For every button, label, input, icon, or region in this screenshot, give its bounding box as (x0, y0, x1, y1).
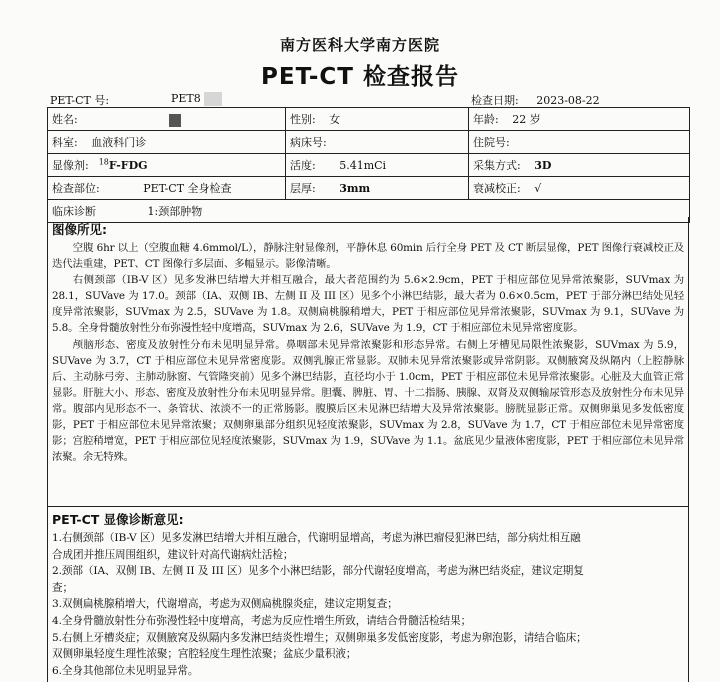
findings-paragraph: 颅脑形态、密度及放射性分布未见明显异常。鼻咽部未见异常浓聚影和形态异常。右侧上牙槽见局限性浓聚影，SUVmax 为 5.9，SUVave 为 3.7，CT 于相应部位未见异常密度影。双侧乳腺正常显影。双肺未见异常浓聚影或异常阴影。双侧腋窝及纵隔内（上腔静脉后、主动脉弓旁、主肺动脉窗、气管隆突前）见多个淋巴结影，直径均小于 1.0cm，PET 于相应部位未见异常浓聚影。心脏及大血管正常显影。肝脏大小、形态、密度及放射性分布未见明显异常。胆囊、脾脏、胃、十二指肠、胰腺、双肾及双侧输尿管形态及放射性分布未见异常。腹部内见形态不一、条管状、浓淡不一的正常肠影。腹膜后区未见淋巴结增大及异常浓聚影。膀胱显影正常。双侧卵巢见多发低密度影，PET 于相应部位未见异常浓聚；双侧卵巢部分组织见轻度浓聚影，SUVmax 为 2.8，SUVave 为 1.7，CT 于相应部位未见异常密度影；宫腔稍增宽，PET 于相应部位见轻度浓聚影，SUVmax 为 1.9，SUVave 为 1.1。盆底见少量液体密度影，PET 于相应部位未见异常浓聚。余无特殊。 (52, 338, 684, 464)
exam-date-value: 2023-08-22 (536, 94, 600, 107)
sex-label: 性别: (290, 113, 316, 126)
diagnosis-section (47, 507, 689, 682)
sex-value: 女 (329, 113, 341, 126)
ward-label: 病床号: (290, 136, 327, 149)
diagnosis-line: 2.颈部（IA、双侧 IB、左侧 II 及 III 区）见多个小淋巴结影，部分代谢轻度增高，考虑为淋巴结炎症，建议定期复 (52, 565, 584, 578)
diagnosis-title: PET-CT 显像诊断意见: (52, 512, 184, 527)
age-label: 年龄: (473, 113, 499, 126)
redaction-mask (169, 114, 181, 127)
site-label: 检查部位: (52, 182, 100, 195)
dept-label: 科室: (52, 136, 78, 149)
site-cell (48, 177, 286, 200)
slice-label: 层厚: (290, 182, 316, 195)
petct-number-value (171, 92, 222, 106)
findings-paragraph: 空腹 6hr 以上（空腹血糖 4.6mmol/L），静脉注射显像剂，平静休息 60min 后行全身 PET 及 CT 断层显像，PET 图像行衰减校正及迭代法重建，PET、CT 图像行多层面、多幅显示。影像清晰。 (52, 242, 684, 271)
exam-date-label: 检查日期: (471, 94, 519, 107)
attenuation-cell (469, 177, 690, 200)
acquisition-value: 3D (534, 159, 552, 172)
ward-cell (286, 131, 469, 154)
diagnosis-line: 6.全身其他部位未见明显异常。 (52, 664, 199, 677)
redaction-mask (204, 92, 222, 106)
diagnosis-line: 3.双侧扁桃腺稍增大，代谢增高，考虑为双侧扁桃腺炎症，建议定期复查； (52, 598, 398, 611)
tracer-label: 显像剂: (52, 159, 89, 172)
info-row (48, 131, 690, 154)
petct-number-text: PET8 (171, 92, 201, 105)
activity-value: 5.41mCi (339, 159, 387, 172)
slice-cell (286, 177, 469, 200)
attenuation-label: 衰减校正: (473, 182, 521, 195)
petct-number-label: PET-CT 号: (50, 94, 110, 107)
activity-cell (286, 154, 469, 177)
info-row (48, 108, 690, 131)
petct-number (50, 92, 109, 108)
name-label: 姓名: (52, 113, 78, 126)
acquisition-label: 采集方式: (473, 159, 521, 172)
admission-cell (469, 131, 690, 154)
site-value: PET-CT 全身检查 (143, 182, 232, 195)
tracer-isotope: 18 (98, 157, 109, 167)
activity-label: 活度: (290, 159, 316, 172)
sex-cell (286, 108, 469, 131)
diagnosis-line: 查； (52, 581, 73, 594)
acquisition-cell (469, 154, 690, 177)
findings-paragraph: 右侧颈部（IB-V 区）见多发淋巴结增大并相互融合，最大者范围约为 5.6×2.9cm，PET 于相应部位见异常浓聚影，SUVmax 为 28.1，SUVave 为 17.0。颈部（IA、双侧 IB、左侧 II 及 III 区）见多个小淋巴结影，最大者为 0.6×0.5cm，PET 于部分淋巴结处见轻度异常浓聚影，SUVmax 为 2.5，SUVave 为 1.8。双侧扁桃腺稍增大，PET 于相应部位见异常浓聚影，SUVmax 为 9.1，SUVave 为 5.8。全身骨髓放射性分布弥漫性轻中度增高，SUVmax 为 2.6，SUVave 为 1.9，CT 于相应部位未见异常密度影。 (52, 274, 684, 335)
findings-section (47, 217, 689, 507)
diagnosis-line: 1.右侧颈部（IB-V 区）见多发淋巴结增大并相互融合，代谢明显增高，考虑为淋巴瘤侵犯淋巴结，部分病灶相互融 (52, 532, 581, 544)
hospital-name: 南方医科大学南方医院 (279, 36, 440, 54)
tracer-cell (48, 154, 286, 177)
age-cell (469, 108, 690, 131)
diagnosis-line: 5.右侧上牙槽炎症；双侧腋窝及纵隔内多发淋巴结炎性增生；双侧卵巢多发低密度影，考虑为卵泡影，请结合临床； (52, 631, 587, 644)
dept-cell (48, 131, 286, 154)
patient-info-table (47, 107, 690, 223)
diagnosis-line: 合成团并推压周围组织，建议针对高代谢病灶活检； (52, 548, 294, 561)
clinical-value: 1:颈部肿物 (147, 205, 203, 218)
admission-label: 住院号: (473, 136, 510, 149)
dept-value: 血液科门诊 (91, 136, 147, 149)
diagnosis-line: 双侧卵巢轻度生理性浓聚；宫腔轻度生理性浓聚；盆底少量积液； (52, 648, 357, 661)
attenuation-value: √ (534, 182, 542, 195)
report-title: PET-CT 检查报告 (261, 64, 459, 90)
diagnosis-line: 4.全身骨髓放射性分布弥漫性轻中度增高，考虑为反应性增生所致，请结合骨髓活检结果； (52, 614, 472, 627)
tracer-value: F-FDG (108, 159, 148, 172)
clinical-label: 临床诊断 (52, 205, 96, 218)
findings-title: 图像所见: (52, 222, 107, 237)
exam-date (471, 92, 600, 108)
info-row (48, 154, 690, 177)
age-value: 22 岁 (512, 113, 541, 126)
info-row (48, 177, 690, 200)
slice-value: 3mm (339, 182, 371, 195)
name-cell (48, 108, 286, 131)
